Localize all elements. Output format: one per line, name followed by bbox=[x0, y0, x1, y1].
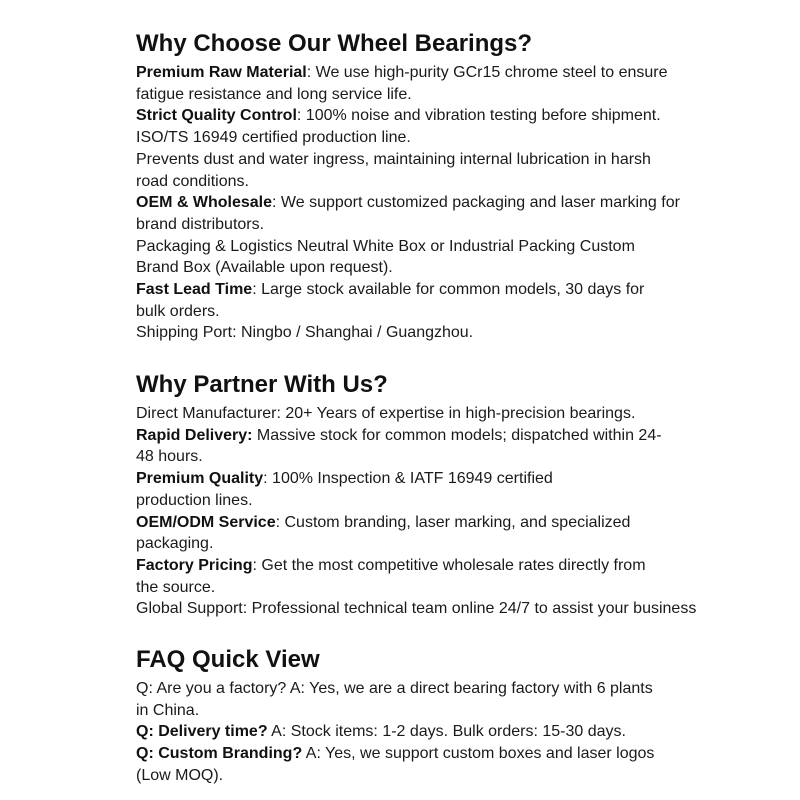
feature-text: Massive stock for common models; dispatched within 24-48 hours. bbox=[136, 426, 662, 466]
feature-text: : Get the most competitive wholesale rates directly from the source. bbox=[136, 556, 646, 596]
feature-text: : Large stock available for common models, 30 days for bulk orders. bbox=[136, 281, 645, 320]
feature-item bbox=[136, 598, 700, 620]
feature-item bbox=[136, 149, 681, 192]
feature-text: : We use high-purity GCr15 chrome steel to ensure fatigue resistance and long service life. bbox=[136, 64, 668, 103]
section-title: Why Choose Our Wheel Bearings? bbox=[136, 30, 533, 57]
feature-item bbox=[136, 62, 676, 105]
feature-label: Strict Quality Control bbox=[136, 107, 297, 125]
feature-item bbox=[136, 322, 681, 344]
section-why-choose bbox=[136, 30, 796, 344]
faq-answer: Q: Are you a factory? A: Yes, we are a direct bearing factory with 6 plants in China. bbox=[136, 680, 653, 719]
faq-item bbox=[136, 743, 676, 786]
feature-label: Fast Lead Time bbox=[136, 281, 253, 299]
section-title: FAQ Quick View bbox=[136, 646, 320, 673]
feature-item bbox=[136, 236, 661, 279]
feature-text: : Custom branding, laser marking, and specialized packaging. bbox=[136, 513, 631, 553]
section-title: Why Partner With Us? bbox=[136, 371, 388, 398]
feature-text: Direct Manufacturer: 20+ Years of expertise in high-precision bearings. bbox=[136, 405, 636, 422]
feature-text: : We support customized packaging and laser marking for brand distributors. bbox=[136, 194, 680, 233]
feature-text: Prevents dust and water ingress, maintaining internal lubrication in harsh road conditions. bbox=[136, 150, 651, 190]
feature-label: OEM & Wholesale bbox=[136, 194, 273, 212]
faq-question: Q: Delivery time? bbox=[136, 723, 268, 741]
feature-text: Global Support: Professional technical team online 24/7 to assist your business bbox=[136, 600, 697, 618]
feature-item bbox=[136, 105, 681, 148]
feature-label: OEM/ODM Service bbox=[136, 513, 276, 531]
feature-item bbox=[136, 279, 666, 322]
feature-item bbox=[136, 512, 661, 555]
feature-item bbox=[136, 192, 681, 235]
faq-answer: A: Yes, we support custom boxes and laser logos (Low MOQ). bbox=[136, 745, 655, 784]
faq-item bbox=[136, 721, 696, 743]
feature-label: Premium Quality bbox=[136, 470, 264, 488]
faq-question: Q: Custom Branding? bbox=[136, 745, 303, 763]
feature-item bbox=[136, 403, 696, 425]
feature-text: Shipping Port: Ningbo / Shanghai / Guangzhou. bbox=[136, 324, 474, 342]
feature-item bbox=[136, 555, 671, 598]
feature-label: Premium Raw Material bbox=[136, 64, 307, 81]
feature-text: : 100% noise and vibration testing before shipment. ISO/TS 16949 certified production line. bbox=[136, 107, 661, 147]
section-faq bbox=[136, 646, 796, 787]
faq-answer: A: Stock items: 1-2 days. Bulk orders: 15-30 days. bbox=[267, 723, 626, 741]
feature-item bbox=[136, 468, 596, 511]
section-why-partner bbox=[136, 371, 796, 620]
feature-label: Rapid Delivery: bbox=[136, 426, 253, 444]
feature-item bbox=[136, 425, 666, 468]
faq-item bbox=[136, 678, 656, 721]
feature-text: Packaging & Logistics Neutral White Box or Industrial Packing Custom Brand Box (Available upon request). bbox=[136, 237, 635, 277]
feature-label: Factory Pricing bbox=[136, 556, 253, 574]
feature-text: : 100% Inspection & IATF 16949 certified production lines. bbox=[136, 470, 553, 509]
